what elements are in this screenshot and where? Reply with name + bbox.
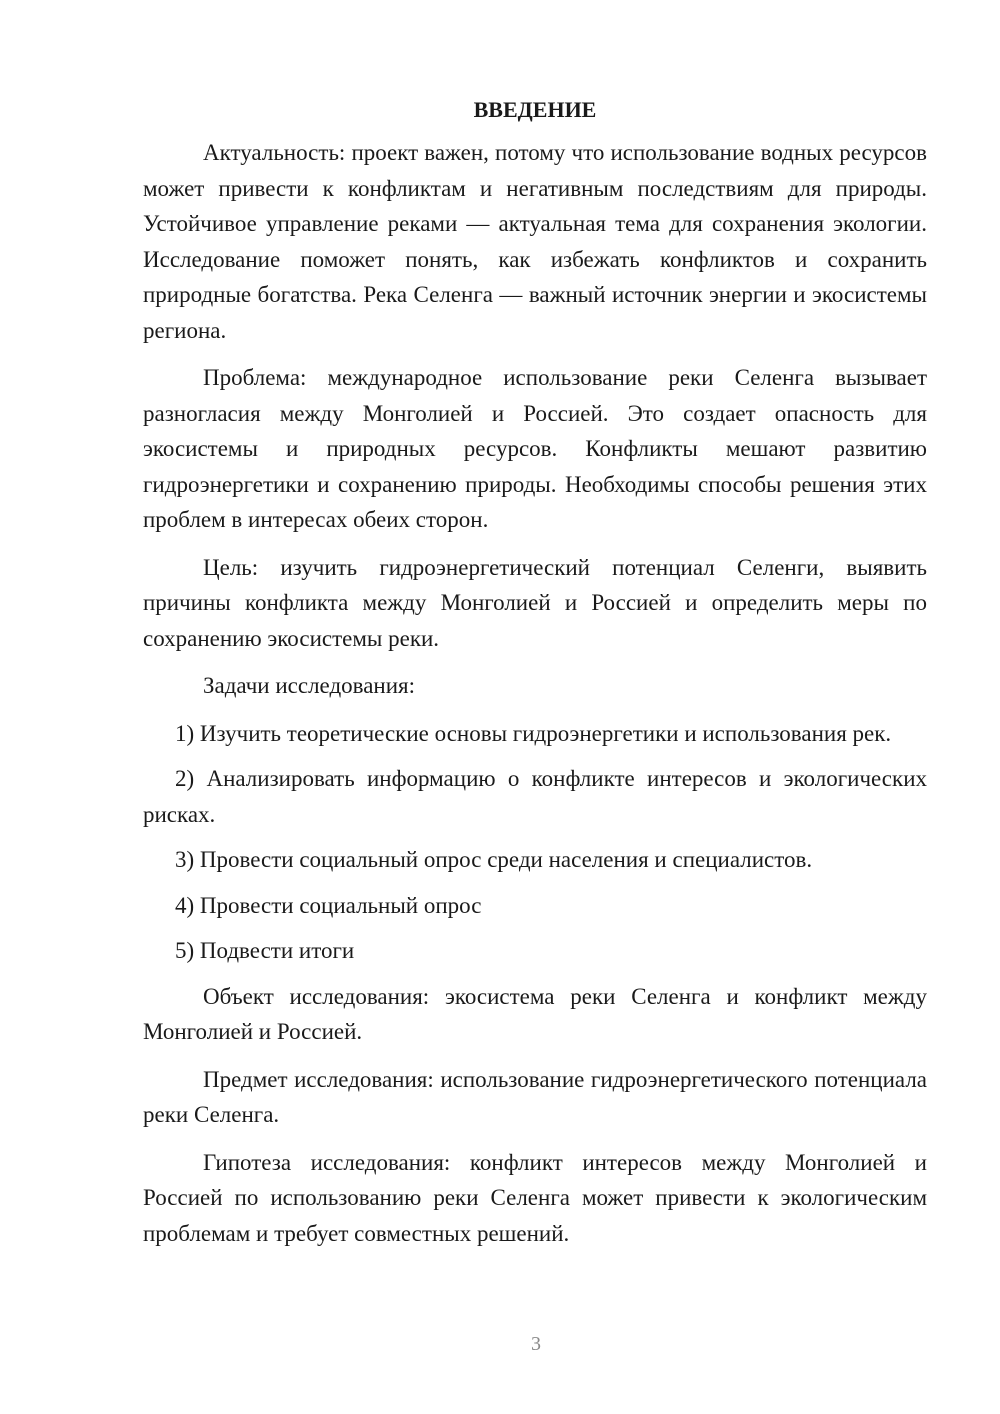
page-content <box>143 92 927 1263</box>
section-title: ВВЕДЕНИЕ <box>473 97 597 122</box>
paragraph-hypothesis: Гипотеза исследования: конфликт интересов между Монголией и Россией по использованию реки Селенга может привести к экологическим проблемам и требует совместных решений. <box>143 1149 927 1246</box>
page-number: 3 <box>531 1333 541 1355</box>
task-item: 3) Провести социальный опрос среди населения и специалистов. <box>175 847 813 872</box>
paragraph-goal: Цель: изучить гидроэнергетический потенциал Селенги, выявить причины конфликта между Монголией и Россией и определить меры по сохранению экосистемы реки. <box>143 554 927 651</box>
task-item: 5) Подвести итоги <box>175 938 355 963</box>
paragraph-problem: Проблема: международное использование реки Селенга вызывает разногласия между Монголией и Россией. Это создает опасность для экосистемы и природных ресурсов. Конфликты мешают развитию гидроэнергетики и сохранению природы. Необходимы способы решения этих проблем в интересах обеих сторон. <box>143 365 927 532</box>
task-item: 1) Изучить теоретические основы гидроэнергетики и использования рек. <box>175 720 892 746</box>
task-item: 4) Провести социальный опрос <box>175 892 482 918</box>
paragraph-object: Объект исследования: экосистема реки Селенга и конфликт между Монголией и Россией. <box>143 983 927 1044</box>
paragraph-relevance: Актуальность: проект важен, потому что использование водных ресурсов может привести к конфликтам и негативным последствиям для природы. Устойчивое управление реками — актуальная тема для сохранения экологии. Исследование поможет понять, как избежать конфликтов и сохранить природные богатства. Река Селенга — важный источник энергии и экосистемы региона. <box>143 140 927 343</box>
task-item: 2) Анализировать информацию о конфликте интересов и экологических рисках. <box>143 766 927 827</box>
tasks-heading: Задачи исследования: <box>203 673 416 698</box>
paragraph-subject: Предмет исследования: использование гидроэнергетического потенциала реки Селенга. <box>143 1066 927 1127</box>
